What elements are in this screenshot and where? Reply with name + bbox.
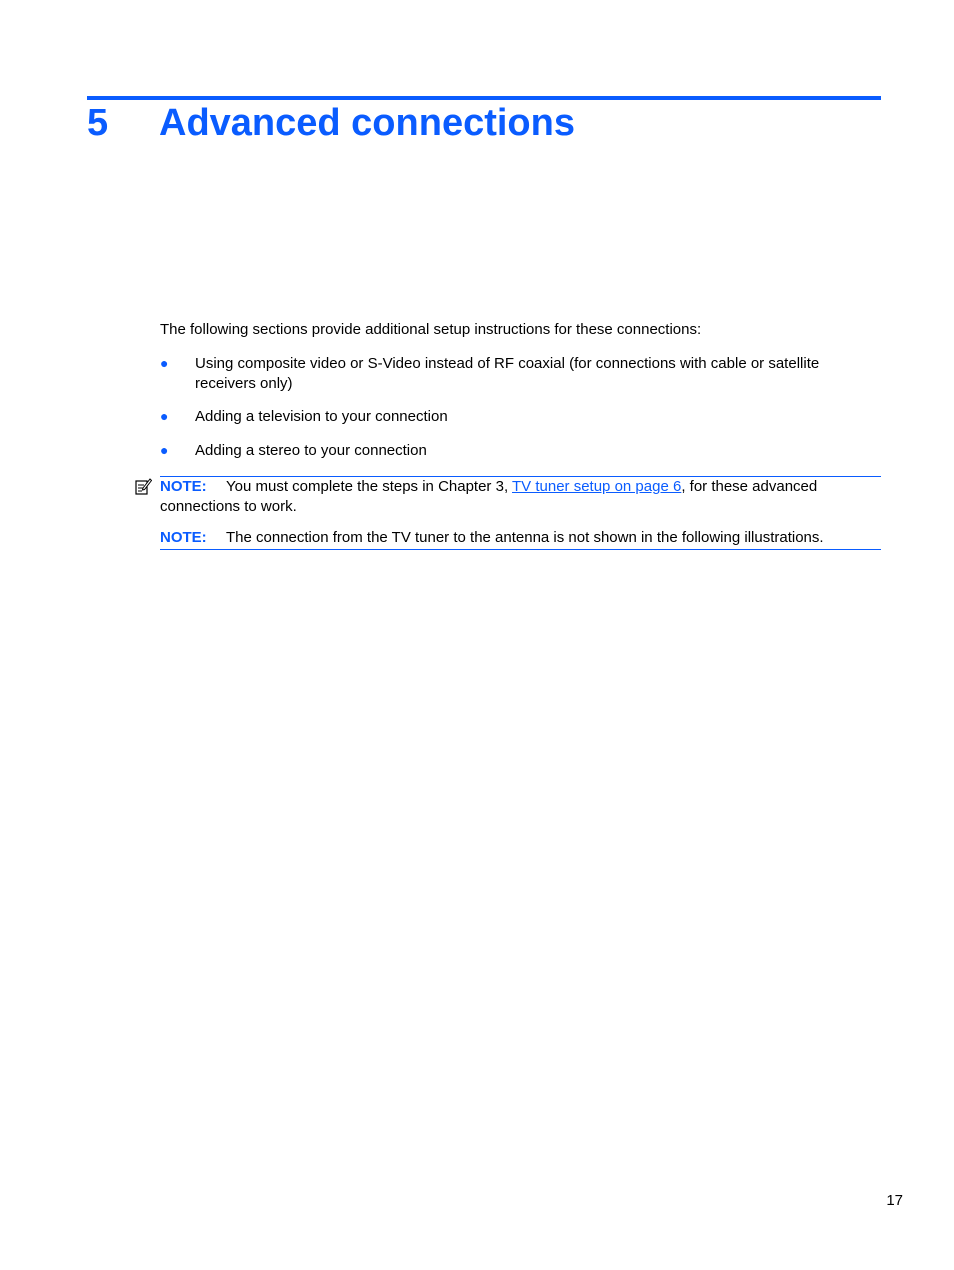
list-item: ● Using composite video or S-Video instead of RF coaxial (for connections with cable or satellite receivers only) [160, 355, 820, 392]
page-number: 17 [886, 1192, 903, 1209]
bullet-icon: ● [160, 355, 169, 371]
bullet-icon: ● [160, 441, 169, 458]
note-box: NOTE: The connection from the TV tuner to the antenna is not shown in the following illustrations. [160, 528, 881, 550]
chapter-number: 5 [87, 102, 109, 144]
bullet-icon: ● [160, 408, 169, 424]
note-label: NOTE: [160, 478, 207, 495]
note-box: NOTE: You must complete the steps in Chapter 3, TV tuner setup on page 6, for these advanced connections to work. [160, 476, 881, 517]
list-item: ● Adding a television to your connection [160, 408, 448, 425]
intro-paragraph: The following sections provide additional setup instructions for these connections: [160, 321, 702, 338]
note-pencil-icon [134, 476, 152, 496]
note-label: NOTE: [160, 529, 207, 546]
bullet-list [160, 354, 881, 460]
tv-tuner-setup-link[interactable]: TV tuner setup on page 6 [512, 478, 682, 495]
list-item: ● Adding a stereo to your connection [160, 441, 427, 459]
chapter-heading [87, 100, 575, 146]
chapter-title: Advanced connections [159, 102, 575, 144]
